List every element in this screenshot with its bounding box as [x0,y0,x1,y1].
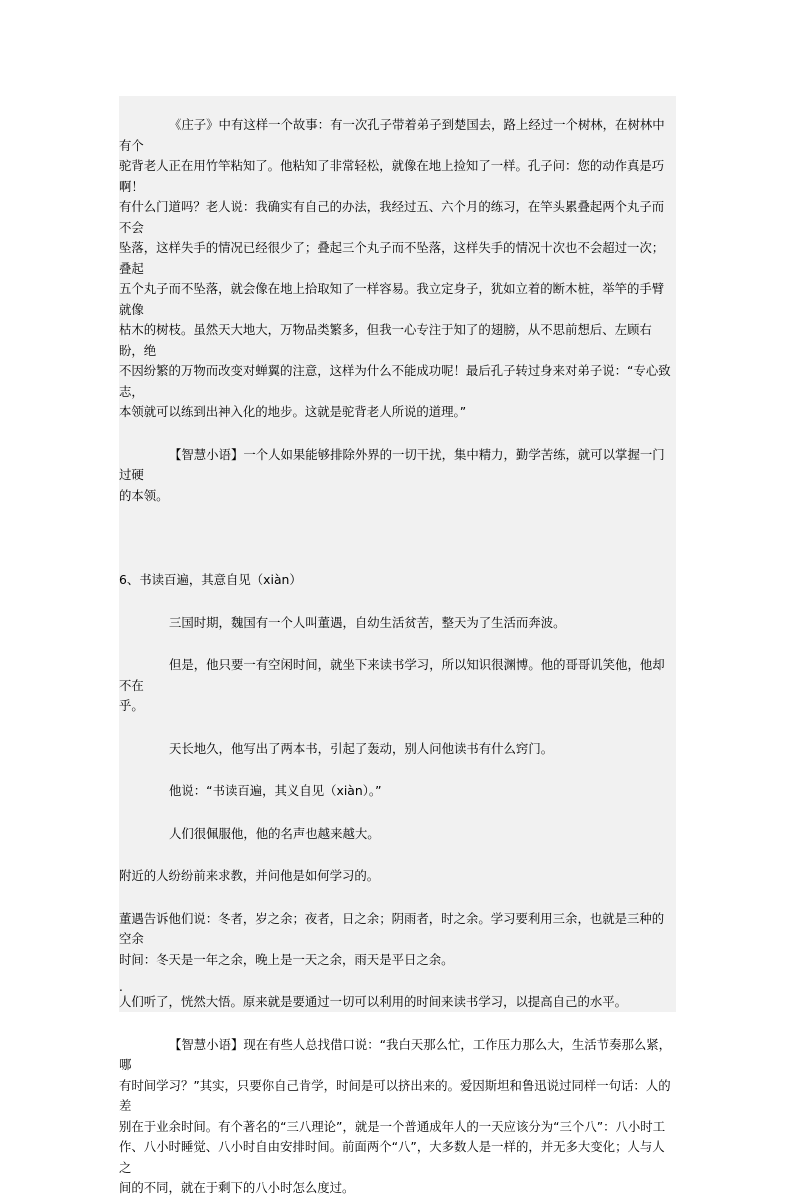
text-line: 本领就可以练到出神入化的地步。这就是驼背老人所说的道理。” [119,404,467,419]
story-paragraph-7 [119,909,676,971]
text-line: 乎。 [119,698,144,713]
story-paragraph-5: 人们很佩服他，他的名声也越来越大。 [169,825,380,841]
story-paragraph-3: 天长地久，他写出了两本书，引起了轰动，别人问他读书有什么窍门。 [169,740,554,756]
wisdom-note-2 [119,1035,676,1199]
text-line: 坠落，这样失手的情况已经很少了；叠起三个丸子而不坠落，这样失手的情况十次也不会超过一次；叠起 [119,240,665,276]
text-line: 作、八小时睡觉、八小时自由安排时间。前面两个“八”，大多数人是一样的，并无多大变化；人与人之 [119,1139,665,1175]
story-paragraph-2 [119,655,676,717]
text-line: 《庄子》中有这样一个故事：有一次孔子带着弟子到楚国去，路上经过一个树林，在树林中有个 [119,117,665,153]
text-line: 有什么门道吗？老人说：我确实有自己的办法，我经过五、六个月的练习，在竿头累叠起两个丸子而不会 [119,199,665,235]
zhuangzi-story-paragraph [119,115,676,423]
text-line: 【智慧小语】现在有些人总找借口说：“我白天那么忙，工作压力那么大，生活节奏那么紧，哪 [119,1036,672,1072]
document-page [119,96,676,1195]
story-paragraph-4: 他说：“书读百遍，其义自见（xiàn）。” [169,783,382,798]
text-line: 不因纷繁的万物而改变对蝉翼的注意，这样为什么不能成功呢！最后孔子转过身来对弟子说：“专心致志， [119,363,671,399]
text-line: 间的不同，就在于剩下的八小时怎么度过。 [119,1180,355,1195]
text-line: 的本领。 [119,487,169,503]
section-heading: 6、书读百遍，其意自见（xiàn） [119,572,302,587]
story-paragraph-8: 人们听了，恍然大悟。原来就是要通过一切可以利用的时间来读书学习，以提高自己的水平。 [119,994,628,1009]
story-paragraph-1: 三国时期，魏国有一个人叫董遇，自幼生活贫苦，整天为了生活而奔波。 [169,614,566,630]
text-line: 董遇告诉他们说：冬者，岁之余；夜者，日之余；阴雨者，时之余。学习要利用三余，也就是三种的空余 [119,910,665,946]
text-line: 枯木的树枝。虽然天大地大，万物品类繁多，但我一心专注于知了的翅膀，从不思前想后、左顾右盼，绝 [119,322,652,358]
document-body [119,115,676,1199]
text-line: 驼背老人正在用竹竿粘知了。他粘知了非常轻松，就像在地上捡知了一样。孔子问：您的动作真是巧啊！ [119,158,665,194]
footer-mark: . [119,980,123,994]
text-line: 【智慧小语】一个人如果能够排除外界的一切干扰，集中精力，勤学苦练，就可以掌握一门过硬 [119,446,665,482]
wisdom-note-1 [119,445,676,507]
text-line: 但是，他只要一有空闲时间，就坐下来读书学习，所以知识很渊博。他的哥哥讥笑他，他却不在 [119,657,665,693]
text-line: 时间：冬天是一年之余，晚上是一天之余，雨天是平日之余。 [119,951,454,967]
text-line: 别在于业余时间。有个著名的“三八理论”，就是一个普通成年人的一天应该分为“三个八”：八小时工 [119,1118,666,1134]
story-paragraph-6: 附近的人纷纷前来求教，并问他是如何学习的。 [119,868,380,883]
text-line: 五个丸子而不坠落，就会像在地上拾取知了一样容易。我立定身子，犹如立着的断木桩，举竿的手臂就像 [119,281,665,317]
text-line: 有时间学习？”其实，只要你自己肯学，时间是可以挤出来的。爱因斯坦和鲁迅说过同样一句话：人的差 [119,1077,671,1113]
